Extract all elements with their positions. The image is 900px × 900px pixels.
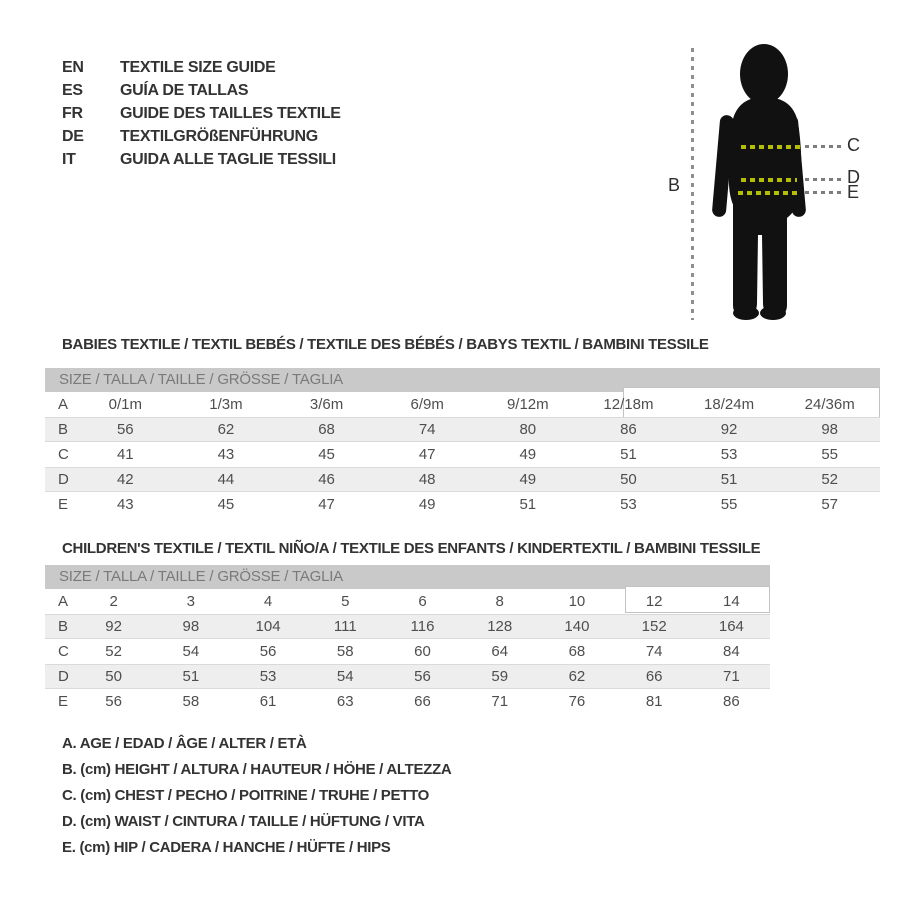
table-cell: 86 <box>620 421 637 438</box>
language-code: FR <box>62 105 83 122</box>
babies-size-header-label: SIZE / TALLA / TAILLE / GRÖSSE / TAGLIA <box>59 371 343 388</box>
row-label: A <box>58 396 69 413</box>
table-cell: 8 <box>495 593 504 610</box>
table-cell: 55 <box>821 446 839 463</box>
table-cell: 68 <box>318 421 335 438</box>
table-cell: 111 <box>333 618 357 635</box>
table-cell: 6/9m <box>410 396 444 413</box>
table-cell: 52 <box>105 643 122 660</box>
row-label: D <box>58 471 69 488</box>
table-cell: 56 <box>259 643 277 660</box>
language-row <box>62 56 341 79</box>
chest-label: C <box>847 135 860 155</box>
table-cell: 71 <box>491 693 509 710</box>
table-cell: 60 <box>414 643 431 660</box>
table-cell: 66 <box>414 693 431 710</box>
table-cell: 5 <box>341 593 350 610</box>
table-cell: 98 <box>821 421 839 438</box>
table-cell: 92 <box>720 421 738 438</box>
table-cell: 52 <box>821 471 839 488</box>
table-cell: 81 <box>645 693 663 710</box>
table-cell: 55 <box>720 496 738 513</box>
table-row-C <box>45 639 770 664</box>
legend-line: C. (cm) CHEST / PECHO / POITRINE / TRUHE / PETTO <box>62 787 430 804</box>
language-code: EN <box>62 59 84 76</box>
legend-line: E. (cm) HIP / CADERA / HANCHE / HÜFTE / HIPS <box>62 839 391 856</box>
table-cell: 128 <box>487 618 513 635</box>
table-row-A <box>45 589 770 614</box>
measurement-figure <box>655 38 900 338</box>
table-cell: 49 <box>519 471 537 488</box>
table-cell: 51 <box>720 471 738 488</box>
table-cell: 54 <box>182 643 200 660</box>
table-cell: 53 <box>620 496 637 513</box>
table-cell: 53 <box>259 668 277 685</box>
table-cell: 140 <box>564 618 590 635</box>
children-section-title: CHILDREN'S TEXTILE / TEXTIL NIÑO/A / TEXTILE DES ENFANTS / KINDERTEXTIL / BAMBINI TESSILE <box>62 540 761 557</box>
table-cell: 50 <box>620 471 637 488</box>
language-title: GUIDA ALLE TAGLIE TESSILI <box>120 151 336 168</box>
row-label: A <box>58 593 69 610</box>
chest-line <box>741 145 801 149</box>
table-cell: 53 <box>720 446 738 463</box>
language-code: ES <box>62 82 83 99</box>
row-label: B <box>58 421 69 438</box>
hip-line <box>738 191 800 195</box>
waist-label: D <box>847 167 860 187</box>
table-cell: 43 <box>116 496 134 513</box>
table-cell: 48 <box>418 471 436 488</box>
table-cell: 57 <box>821 496 839 513</box>
babies-section-title: BABIES TEXTILE / TEXTIL BEBÉS / TEXTILE DES BÉBÉS / BABYS TEXTIL / BAMBINI TESSILE <box>62 336 709 353</box>
table-cell: 66 <box>645 668 663 685</box>
table-cell: 0/1m <box>108 396 142 413</box>
table-cell: 104 <box>255 618 281 635</box>
waist-line <box>741 178 797 182</box>
table-cell: 54 <box>336 668 354 685</box>
table-cell: 56 <box>414 668 431 685</box>
babies-size-table <box>45 368 880 517</box>
table-row-E <box>45 689 770 714</box>
table-cell: 1/3m <box>209 396 243 413</box>
table-cell: 84 <box>723 643 740 660</box>
language-row <box>62 125 341 148</box>
table-cell: 58 <box>336 643 354 660</box>
table-cell: 2 <box>109 593 118 610</box>
table-cell: 59 <box>491 668 509 685</box>
table-cell: 51 <box>519 496 537 513</box>
language-code: IT <box>62 151 76 168</box>
language-title: TEXTILE SIZE GUIDE <box>120 59 276 76</box>
table-cell: 98 <box>182 618 200 635</box>
table-cell: 18/24m <box>704 396 755 413</box>
row-label: E <box>58 496 69 513</box>
table-cell: 14 <box>723 593 740 610</box>
table-cell: 58 <box>182 693 200 710</box>
language-title: GUÍA DE TALLAS <box>120 82 249 99</box>
table-cell: 47 <box>318 496 335 513</box>
row-label: D <box>58 668 69 685</box>
table-cell: 86 <box>723 693 740 710</box>
table-row-D <box>45 664 770 689</box>
table-cell: 41 <box>116 446 134 463</box>
legend-line: A. AGE / EDAD / ÂGE / ALTER / ETÀ <box>62 735 307 752</box>
table-cell: 64 <box>491 643 509 660</box>
table-cell: 74 <box>645 643 663 660</box>
language-code: DE <box>62 128 84 145</box>
table-cell: 74 <box>418 421 436 438</box>
chest-callout-line <box>805 145 841 148</box>
table-cell: 152 <box>641 618 667 635</box>
language-title: TEXTILGRÖßENFÜHRUNG <box>120 128 318 145</box>
height-dotted-line <box>691 48 694 320</box>
table-row-B <box>45 614 770 639</box>
table-cell: 62 <box>217 421 235 438</box>
table-cell: 56 <box>116 421 134 438</box>
table-cell: 68 <box>568 643 586 660</box>
table-cell: 62 <box>568 668 586 685</box>
table-row-C <box>45 442 880 467</box>
measurement-legend <box>62 731 451 861</box>
language-title: GUIDE DES TAILLES TEXTILE <box>120 105 341 122</box>
table-cell: 49 <box>418 496 436 513</box>
row-label: C <box>58 446 69 463</box>
legend-line: B. (cm) HEIGHT / ALTURA / HAUTEUR / HÖHE / ALTEZZA <box>62 761 452 778</box>
height-label: B <box>668 175 680 195</box>
table-cell: 42 <box>116 471 134 488</box>
table-cell: 45 <box>318 446 335 463</box>
table-cell: 45 <box>217 496 235 513</box>
language-row <box>62 148 341 171</box>
table-cell: 116 <box>410 618 435 635</box>
table-cell: 10 <box>568 593 586 610</box>
table-cell: 56 <box>105 693 122 710</box>
language-list <box>62 56 341 171</box>
language-row <box>62 102 341 125</box>
table-cell: 44 <box>217 471 235 488</box>
table-cell: 6 <box>418 593 427 610</box>
table-row-A <box>45 392 880 417</box>
legend-line: D. (cm) WAIST / CINTURA / TAILLE / HÜFTUNG / VITA <box>62 813 425 830</box>
table-row-B <box>45 417 880 442</box>
table-cell: 43 <box>217 446 235 463</box>
table-cell: 4 <box>263 593 273 610</box>
table-cell: 12 <box>645 593 663 610</box>
children-size-table <box>45 565 770 714</box>
row-label: C <box>58 643 69 660</box>
waist-callout-line <box>805 178 841 181</box>
table-cell: 3 <box>186 593 195 610</box>
child-silhouette-image <box>700 43 818 323</box>
children-size-header-label: SIZE / TALLA / TAILLE / GRÖSSE / TAGLIA <box>59 568 343 585</box>
table-cell: 61 <box>259 693 277 710</box>
table-cell: 24/36m <box>804 396 855 413</box>
table-cell: 76 <box>568 693 586 710</box>
language-row <box>62 79 341 102</box>
table-cell: 49 <box>519 446 537 463</box>
row-label: E <box>58 693 69 710</box>
table-row-E <box>45 492 880 517</box>
hip-callout-line <box>805 191 841 194</box>
table-cell: 50 <box>105 668 122 685</box>
table-cell: 46 <box>318 471 335 488</box>
table-cell: 47 <box>418 446 436 463</box>
table-cell: 63 <box>336 693 354 710</box>
table-cell: 80 <box>519 421 537 438</box>
hip-label: E <box>847 182 859 202</box>
table-cell: 164 <box>718 618 744 635</box>
table-cell: 3/6m <box>309 396 344 413</box>
table-cell: 9/12m <box>506 396 549 413</box>
table-cell: 12/18m <box>603 396 654 413</box>
row-label: B <box>58 618 69 635</box>
table-cell: 51 <box>182 668 200 685</box>
table-cell: 51 <box>620 446 637 463</box>
table-cell: 71 <box>723 668 740 685</box>
table-row-D <box>45 467 880 492</box>
table-cell: 92 <box>105 618 122 635</box>
